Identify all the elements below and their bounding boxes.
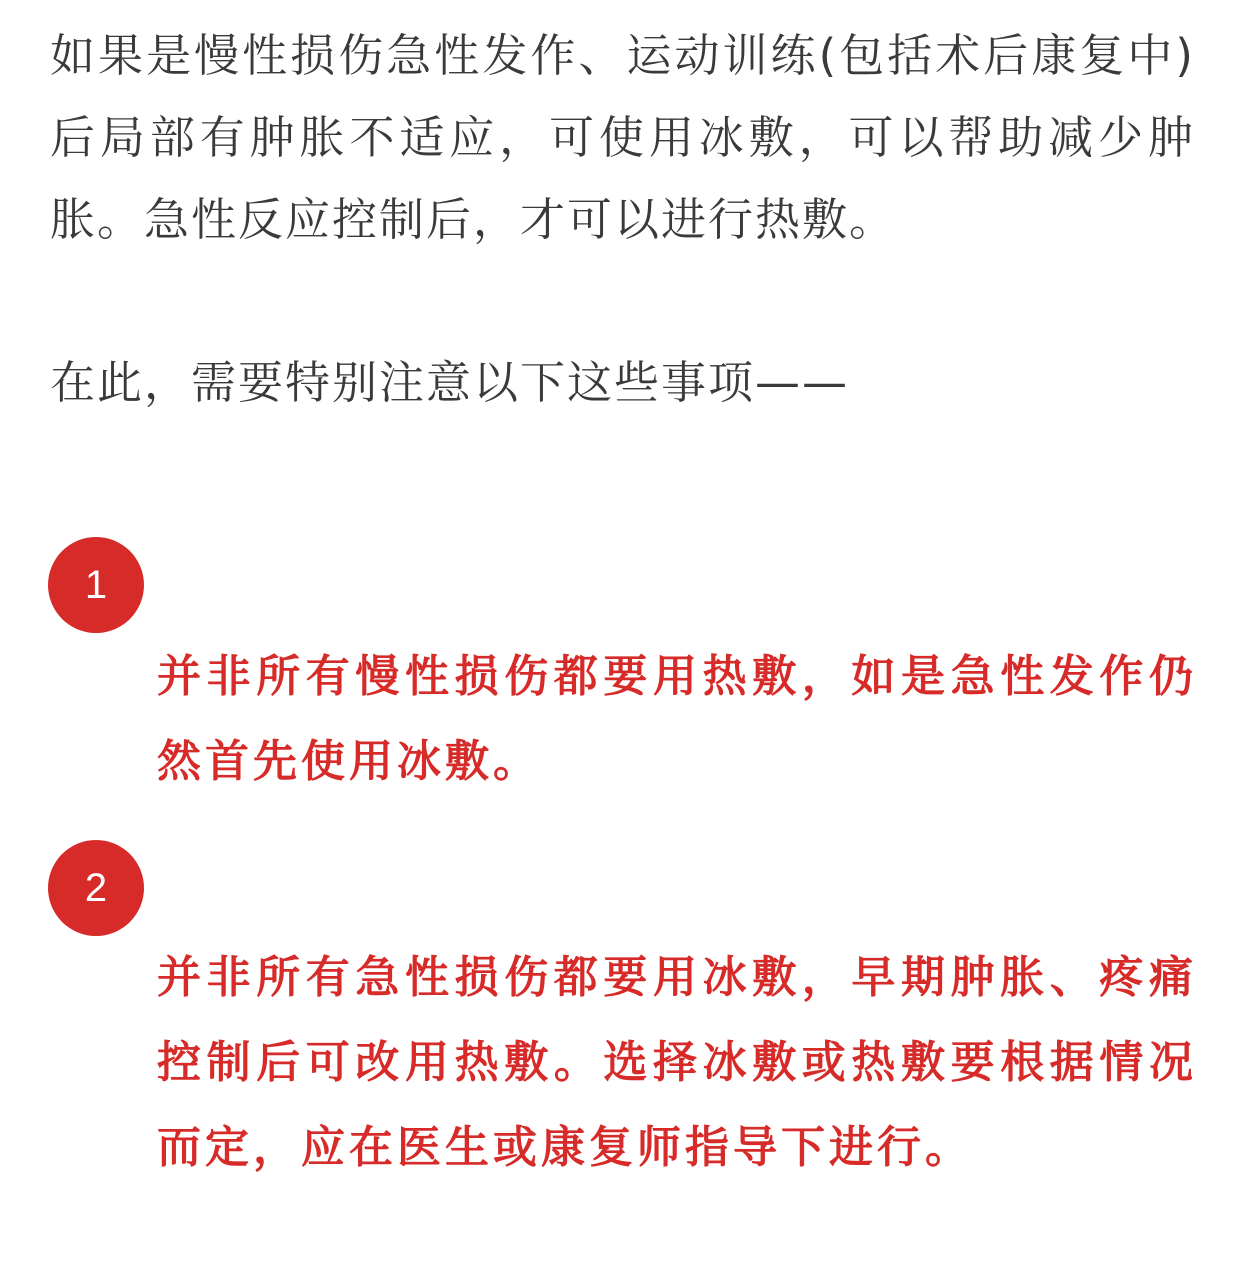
note-number-badge-1: 1 (48, 537, 144, 633)
intro-paragraph: 如果是慢性损伤急性发作、运动训练(包括术后康复中)后局部有肿胀不适应，可使用冰敷，可以帮助减少肿胀。急性反应控制后，才可以进行热敷。 (50, 29, 1195, 246)
note-number-badge-2: 2 (48, 840, 144, 936)
note-text-1: 并非所有慢性损伤都要用热敷，如是急性发作仍然首先使用冰敷。 (157, 651, 1197, 787)
note-text-2: 并非所有急性损伤都要用冰敷，早期肿胀、疼痛控制后可改用热敷。选择冰敷或热敷要根据情况而定，应在医生或康复师指导下进行。 (157, 952, 1197, 1173)
notice-intro-paragraph: 在此，需要特别注意以下这些事项—— (50, 356, 850, 409)
